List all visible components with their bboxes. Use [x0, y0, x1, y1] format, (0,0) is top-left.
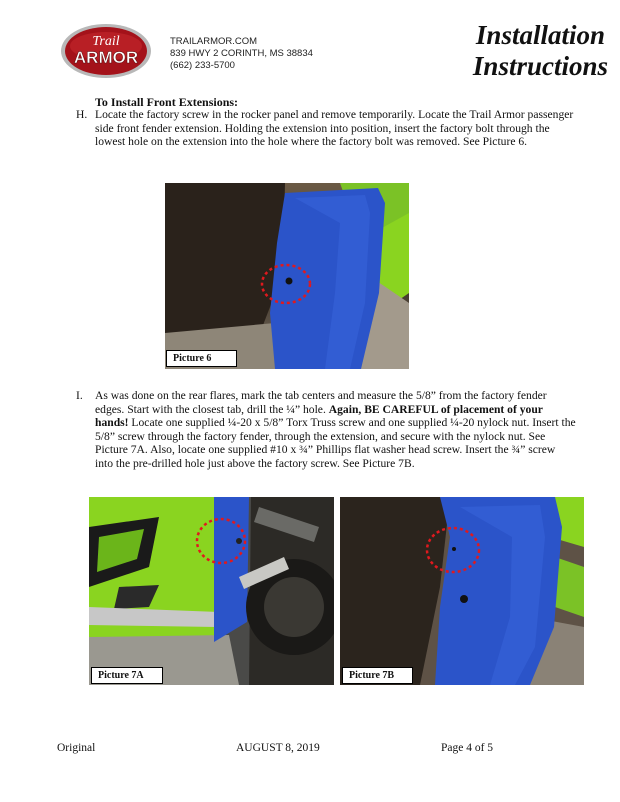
- step-h-text: Locate the factory screw in the rocker panel and remove temporarily. Locate the Trail Armor passenger side front fender extension. Holding the extension into position, insert the factory bolt through the lowest hole on the extension into the hole where the factory bolt was removed. See Picture 6.: [95, 108, 574, 148]
- picture-7b-photo: [340, 497, 584, 685]
- trail-armor-logo: [60, 22, 152, 80]
- logo-text-top: Trail: [92, 34, 120, 49]
- picture-7b-caption: Picture 7B: [342, 667, 413, 684]
- document-title: [473, 20, 608, 82]
- step-h-letter: H.: [76, 108, 88, 121]
- company-phone: (662) 233-5700: [170, 60, 235, 71]
- footer-date: AUGUST 8, 2019: [236, 742, 320, 754]
- company-info: [170, 36, 313, 72]
- picture-7a-caption: Picture 7A: [91, 667, 163, 684]
- picture-7a-photo: [89, 497, 334, 685]
- footer-revision: Original: [57, 742, 96, 754]
- footer-page-number: Page 4 of 5: [441, 742, 494, 754]
- picture-6-photo: [165, 183, 409, 369]
- step-i-text-a: As was done on the rear flares, mark the tab centers and measure the 5/8” from the factory fender edges. Start with the closest tab, drill the ¼” hole.: [95, 389, 547, 416]
- step-i: [76, 389, 576, 470]
- title-line-1: Installation: [475, 20, 605, 50]
- step-i-warning: Again, BE CAREFUL of placement of your hands!: [95, 402, 543, 429]
- company-website: TRAILARMOR.COM: [170, 36, 258, 47]
- title-line-2: Instructions: [472, 51, 608, 81]
- step-i-letter: I.: [76, 389, 83, 402]
- step-i-text-b: Locate one supplied ¼-20 x 5/8” Torx Truss screw and one supplied ¼-20 nylock nut. Insert the 5/8” screw through the factory fender, through the extension, and secure with the nylock nut. See Picture 7A. Also, locate one supplied #10 x ¾” Phillips flat washer head screw. Insert the ¾” screw into the pre-drilled hole just above the factory screw. See Picture 7B.: [95, 416, 576, 470]
- logo-text-bottom: ARMOR: [73, 48, 139, 67]
- step-h: [76, 108, 576, 149]
- section-heading: To Install Front Extensions:: [95, 95, 239, 109]
- picture-6-caption: Picture 6: [166, 350, 237, 367]
- step-i-text: [95, 389, 576, 470]
- company-address: 839 HWY 2 CORINTH, MS 38834: [170, 48, 313, 59]
